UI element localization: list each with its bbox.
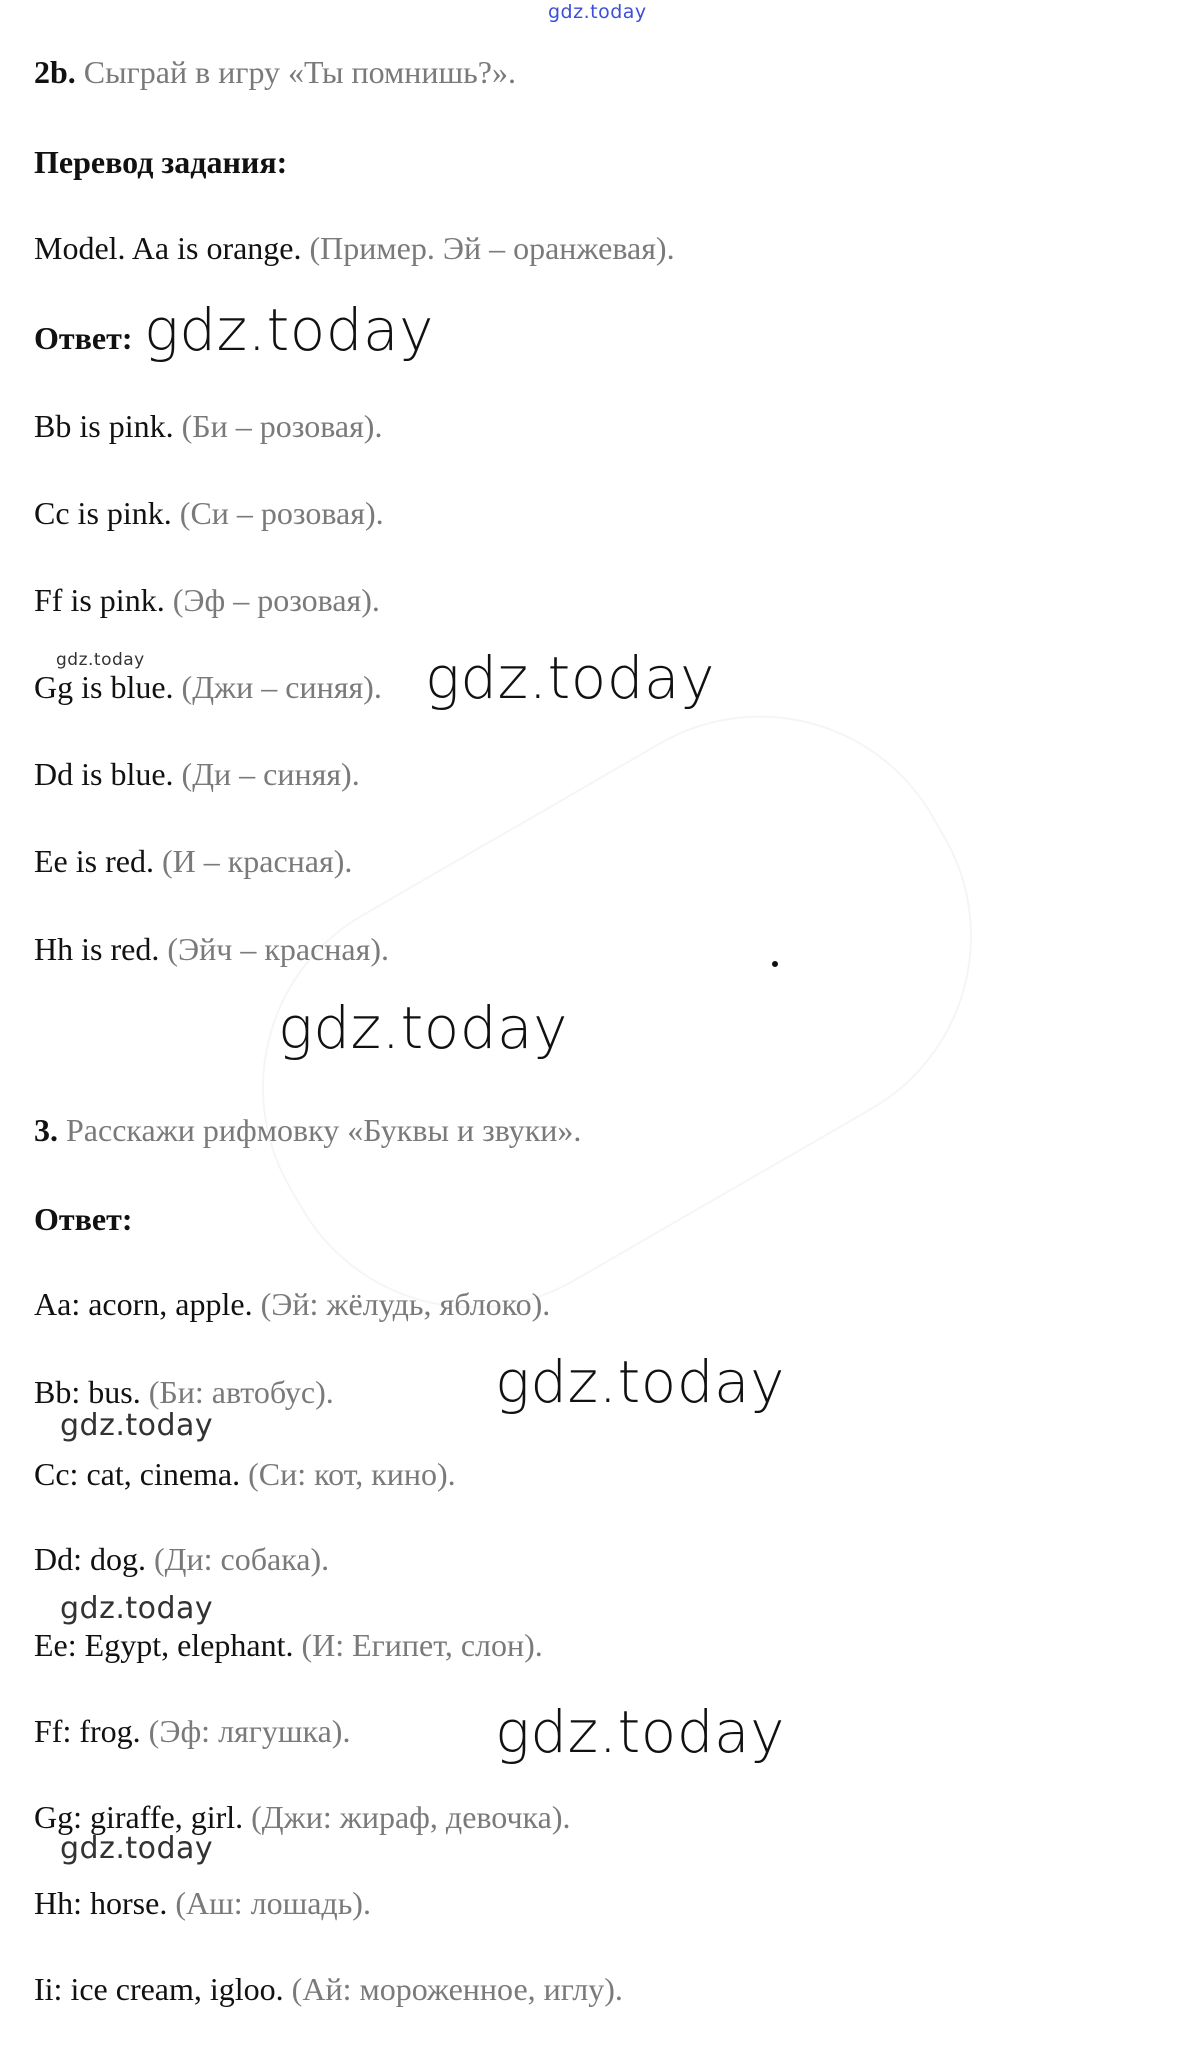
stray-dot bbox=[772, 961, 778, 967]
task-2b-text: Сыграй в игру «Ты помнишь?». bbox=[83, 54, 516, 90]
answer-2-line bbox=[34, 1711, 350, 1751]
answer-2-en: Dd: dog. bbox=[34, 1541, 146, 1577]
watermark-ff-big: gdz.today bbox=[495, 1698, 785, 1766]
answer-2-en: Bb: bus. bbox=[34, 1374, 141, 1410]
answer-1-line bbox=[34, 406, 382, 446]
answer-2-en: Cc: cat, cinema. bbox=[34, 1456, 241, 1492]
answer-1-ru: (И – красная). bbox=[161, 843, 353, 879]
answer-1-en: Gg is blue. bbox=[34, 669, 174, 705]
answer-2-line bbox=[34, 1625, 543, 1665]
answer-2-line bbox=[34, 1284, 550, 1324]
model-line bbox=[34, 228, 675, 268]
answer-1-en: Hh is red. bbox=[34, 931, 160, 967]
answer-1-en: Ff is pink. bbox=[34, 582, 165, 618]
watermark-answer-1: gdz.today bbox=[144, 296, 434, 364]
answer-2-ru: (Эй: жёлудь, яблоко). bbox=[260, 1286, 551, 1322]
answer-2-line bbox=[34, 1372, 334, 1412]
answer-1-line bbox=[34, 580, 380, 620]
answer-1-ru: (Би – розовая). bbox=[181, 408, 383, 444]
answer-2-line bbox=[34, 1539, 329, 1579]
model-en: Model. Aa is orange. bbox=[34, 230, 302, 266]
answer-2-en: Hh: horse. bbox=[34, 1885, 168, 1921]
answer-2-en: Ii: ice cream, igloo. bbox=[34, 1971, 284, 2007]
answer-2-line bbox=[34, 1969, 623, 2009]
task-2b-number: 2b. bbox=[34, 54, 76, 90]
answer-2-ru: (Джи: жираф, девочка). bbox=[251, 1799, 571, 1835]
answer-1-ru: (Эйч – красная). bbox=[167, 931, 389, 967]
watermark-bb-big: gdz.today bbox=[495, 1348, 785, 1416]
answer-1-en: Bb is pink. bbox=[34, 408, 174, 444]
answer-1-ru: (Эф – розовая). bbox=[172, 582, 380, 618]
answer-2-en: Gg: giraffe, girl. bbox=[34, 1799, 244, 1835]
answer-2-ru: (Ай: мороженное, иглу). bbox=[291, 1971, 623, 2007]
answer-2-label: Ответ: bbox=[34, 1201, 133, 1237]
answer-1-en: Cc is pink. bbox=[34, 495, 172, 531]
task-3-number: 3. bbox=[34, 1112, 58, 1148]
answer-1-line bbox=[34, 929, 389, 969]
watermark-bb-small: gdz.today bbox=[60, 1408, 214, 1443]
answer-2-line bbox=[34, 1883, 371, 1923]
answer-1-label: Ответ: bbox=[34, 320, 133, 356]
answer-1-ru: (Джи – синяя). bbox=[181, 669, 382, 705]
answer-1-en: Dd is blue. bbox=[34, 756, 174, 792]
task-2b-line bbox=[34, 52, 516, 92]
answer-2-en: Ff: frog. bbox=[34, 1713, 141, 1749]
answer-2-en: Aa: acorn, apple. bbox=[34, 1286, 253, 1322]
answer-1-line bbox=[34, 841, 352, 881]
answer-2-ru: (Ди: собака). bbox=[154, 1541, 330, 1577]
watermark-gg-big: gdz.today bbox=[425, 644, 715, 712]
task-3-line bbox=[34, 1110, 581, 1150]
answer-2-ru: (Си: кот, кино). bbox=[248, 1456, 456, 1492]
answer-2-en: Ee: Egypt, elephant. bbox=[34, 1627, 294, 1663]
watermark-dd-small: gdz.today bbox=[60, 1591, 214, 1626]
watermark-after-hh: gdz.today bbox=[278, 994, 568, 1062]
watermark-gg2-small: gdz.today bbox=[60, 1831, 214, 1866]
answer-2-ru: (Би: автобус). bbox=[148, 1374, 334, 1410]
answer-2-ru: (Эф: лягушка). bbox=[148, 1713, 351, 1749]
watermark-gg-small: gdz.today bbox=[56, 650, 145, 670]
task-3-text: Расскажи рифмовку «Буквы и звуки». bbox=[66, 1112, 582, 1148]
answer-2-ru: (И: Египет, слон). bbox=[301, 1627, 543, 1663]
answer-2-ru: (Аш: лошадь). bbox=[175, 1885, 371, 1921]
translation-heading: Перевод задания: bbox=[34, 144, 288, 180]
answer-2-line bbox=[34, 1454, 456, 1494]
watermark-top: gdz.today bbox=[548, 1, 647, 23]
answer-1-ru: (Си – розовая). bbox=[179, 495, 384, 531]
answer-1-line bbox=[34, 667, 382, 707]
answer-1-line bbox=[34, 754, 360, 794]
answer-1-ru: (Ди – синяя). bbox=[181, 756, 360, 792]
model-ru: (Пример. Эй – оранжевая). bbox=[309, 230, 675, 266]
answer-1-en: Ee is red. bbox=[34, 843, 154, 879]
answer-1-line bbox=[34, 493, 384, 533]
